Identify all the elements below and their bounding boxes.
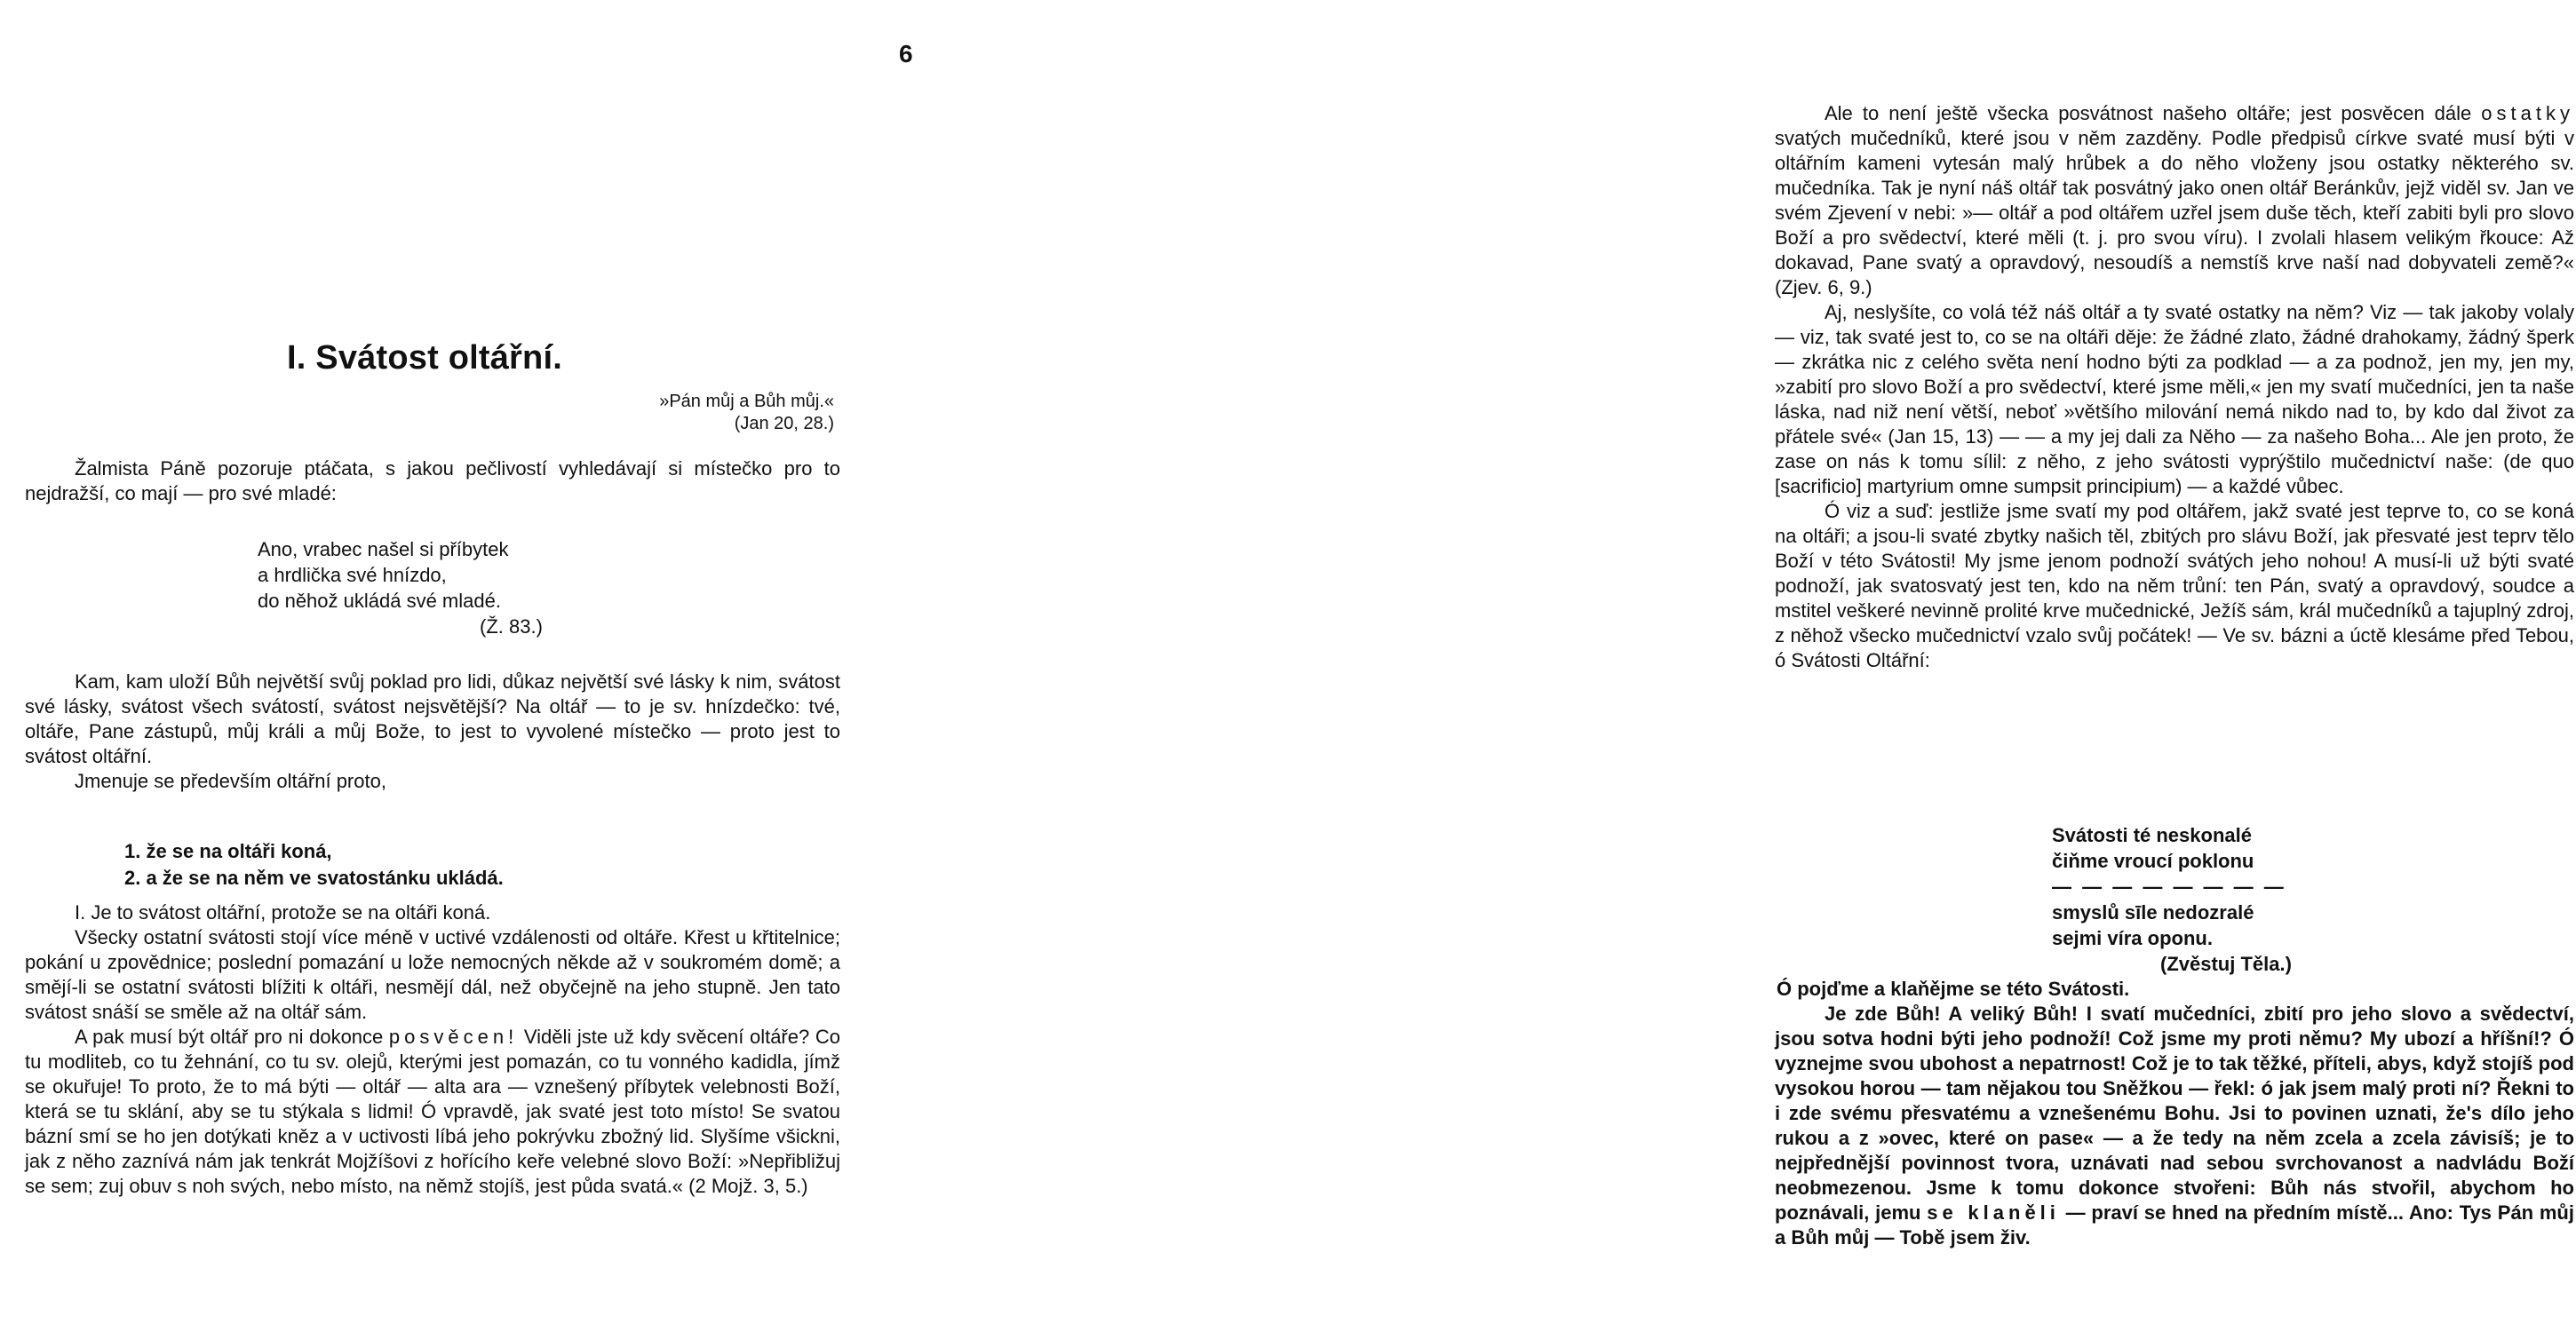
- verse-line: čiňme vroucí poklonu: [2052, 850, 2254, 872]
- paragraph-end: — praví se hned na předním místě... Ano: Tys Pán můj a Bůh můj — Tobě jsem živ.: [1775, 1201, 2574, 1249]
- right-page: [879, 0, 2574, 1332]
- paragraph-start: Je zde Bůh! A veliký Bůh! I svatí mučedníci, zbití pro jeho slovo a svědectví, jsou sotva hodni býti jeho podnoží! Což jsme my proti němu? My ubozí a hříšní!? Ó vyznejme svou ubohost a nepatrnost! Což je to tak těžké, příteli, abys, když stojíš pod vysokou horou — tam nějakou tou Sněžkou — řekl: ó jak jsem malý proti ní? Řekni to i zde svému přesvatému a vznešenému Bohu. Jsi to povinen uznati, že's dílo jeho rukou a z »ovec, které on pase« — a že tedy na něm zcela a zcela závisíš; je to nejpřednější povinnost tvora, uznávati nad sebou svrchovanost a nadvládu Boží neobmezenou. Jsme k tomu dokonce stvořeni: Bůh nás stvořil, abychom ho poznávali, jemu: [1775, 1003, 2574, 1224]
- epigraph-line: »Pán můj a Bůh můj.«: [659, 392, 834, 411]
- psalm-verse: [258, 536, 631, 639]
- page-number: 6: [899, 40, 913, 67]
- main-paragraph-group-left: [25, 670, 840, 794]
- verse-reference: (Ž. 83.): [480, 615, 543, 638]
- verse-line: do něhož ukládá své mladé.: [258, 590, 501, 612]
- verse-divider: — — — — — — — —: [2052, 876, 2286, 898]
- paragraph-text: [1775, 101, 2574, 300]
- paragraph-text: [25, 1025, 840, 1199]
- verse-closing-reference: (Zvěstuj Těla.): [2160, 953, 2292, 975]
- left-page: [0, 0, 856, 1332]
- hymn-verse: [2052, 822, 2407, 977]
- verse-line: a hrdlička své hnízdo,: [258, 564, 447, 586]
- verse-line: Svátosti té neskonalé: [2052, 824, 2252, 846]
- paragraph-text: Ó viz a suď: jestliže jsme svatí my pod oltářem, jakž svaté jest teprve to, co se koná na oltáři; a jsou-li svaté zbytky našich těl, zbitých pro slávu Boží, jak přesvaté jest teprv tělo Boží v této Svátosti! My jsme jenom podnoží svátých jeho nohou! A musí-li už býti svaté podnoží, jak svatosvatý jest ten, kdo na něm trůní: ten Pán, svatý a opravdový, soudce a mstitel veškeré nevinně prolité krve mučednické, Ježíš sám, král mučedníků a tajuplný zdroj, z něhož všecko mučednictví vzalo svůj počátek! — Ve sv. bázni a úctě klesáme před Tebou, ó Svátosti Oltářní:: [1775, 500, 2574, 671]
- paragraph-text: Kam, kam uloží Bůh největší svůj poklad pro lidi, důkaz největší své lásky k nim, svátost své lásky, svátost všech svátostí, svátost nejsvětější? Na oltář — to je sv. hnízdečko: tvé, oltáře, Pane zástupů, můj králi a můj Bože, to jest to vyvolené místečko — proto jest to svátost oltářní.: [25, 670, 840, 767]
- verse-line: sejmi víra oponu.: [2052, 927, 2213, 949]
- paragraph-start: A pak musí být oltář pro ni dokonce: [75, 1026, 384, 1048]
- point-two: 2. a že se na něm ve svatostánku ukládá.: [124, 867, 504, 889]
- emphasized-word: ostatky: [2481, 102, 2574, 124]
- epigraph: [550, 391, 834, 435]
- emphasized-word: posvěcen!: [388, 1026, 519, 1048]
- right-heading: Ó pojďme a klaňějme se této Svátosti.: [1777, 978, 2130, 1000]
- paragraph-text: Jmenuje se především oltářní proto,: [75, 770, 386, 792]
- paragraph-start: Ale to není ještě všecka posvátnost našeho oltáře; jest posvěcen dále: [1825, 102, 2472, 124]
- right-paragraphs: [1775, 101, 2574, 673]
- paragraph-text: [1775, 1002, 2574, 1250]
- paragraph-end: svatých mučedníků, které jsou v něm zazděny. Podle předpisů církve svaté musí býti v oltářním kameni vytesán malý hrůbek a do něho vloženy jsou ostatky některého sv. mučedníka. Tak je nyní náš oltář tak posvátný jako onen oltář Beránkův, jejž viděl sv. Jan ve svém Zjevení v nebi: »— oltář a pod oltářem uzřel jsem duše těch, kteří zabiti byli pro slovo Boží a pro svědectví, které měli (t. j. pro svou víru). I zvolali hlasem velikým řkouce: Až dokavad, Pane svatý a opravdový, nesoudíš a nemstíš krve naší nad dobyvateli země?« (Zjev. 6, 9.): [1775, 127, 2574, 298]
- emphasized-word: se klaněli: [1927, 1201, 2060, 1224]
- paragraph-text: I. Je to svátost oltářní, protože se na oltáři koná.: [75, 901, 491, 924]
- section-paragraphs-left: [25, 900, 840, 1199]
- chapter-title: I. Svátost oltářní.: [287, 339, 562, 377]
- verse-line: smyslů sīle nedozralé: [2052, 901, 2254, 924]
- right-final-paragraph: [1775, 1002, 2574, 1250]
- paragraph-end: Viděli jste už kdy svěcení oltáře? Co tu modliteb, co tu žehnání, co tu sv. olejů, kterými jest pomazán, co tu vonného kadidla, jímž se okuřuje! To proto, že to má býti — oltář — alta ara — vznešený příbytek velebnosti Boží, která se tu sklání, aby se tu stýkala s lidmi! Ó vpravdě, jak svaté jest toto místo! Se svatou bázní smí se ho jen dotýkati kněz a v uctivosti líbá jeho pokrývku zbožný lid. Slyšíme všickni, jak z něho zaznívá nám jak tenkrát Mojžíšovi z hořícího keře velebné slovo Boží: »Nepřibližuj se sem; zuj obuv s noh svých, nebo místo, na němž stojíš, jest půda svatá.« (2 Mojž. 3, 5.): [25, 1026, 840, 1197]
- verse-line: Ano, vrabec našel si příbytek: [258, 538, 509, 560]
- intro-paragraph: [25, 456, 840, 506]
- numbered-points: [124, 838, 702, 892]
- point-one: 1. že se na oltáři koná,: [124, 840, 332, 862]
- paragraph-text: Všecky ostatní svátosti stojí více méně v uctivé vzdálenosti od oltáře. Křest u křtitelnice; pokání u zpovědnice; poslední pomazání u lože nemocných někde až v soukromém domě; a smějí-li se ostatní svátosti blížiti k oltáři, nesmějí dál, než obyčejně na jeho stupně. Jen tato svátost snáší se směle až na oltář sám.: [25, 926, 840, 1023]
- paragraph-text: Žalmista Páně pozoruje ptáčata, s jakou pečlivostí vyhledávají si místečko pro to nejdražší, co mají — pro své mladé:: [25, 457, 840, 504]
- paragraph-text: Aj, neslyšíte, co volá též náš oltář a ty svaté ostatky na něm? Viz — tak jakoby volaly — viz, tak svaté jest to, co se na oltáři děje: že žádné zlato, žádné drahokamy, žádný šperk — zkrátka nic z celého světa není hodno býti za podklad — a za podnož, jen my, jen my, »zabití pro slovo Boží a pro svědectví, které jsme měli,« jen my svatí mučedníci, jen ta naše láska, nad niž není větší, neboť »většího milování nemá nikdo nad to, by kdo dal život za přátele své« (Jan 15, 13) — — a my jej dali za Něho — za našeho Boha... Ale jen proto, že zase on nás k tomu sílil: z něho, z jeho svátosti vyprýštilo mučednictví naše: (de quo [sacrificio] martyrium omne sumpsit principium) — a každé vůbec.: [1775, 301, 2574, 497]
- epigraph-reference: (Jan 20, 28.): [734, 414, 834, 433]
